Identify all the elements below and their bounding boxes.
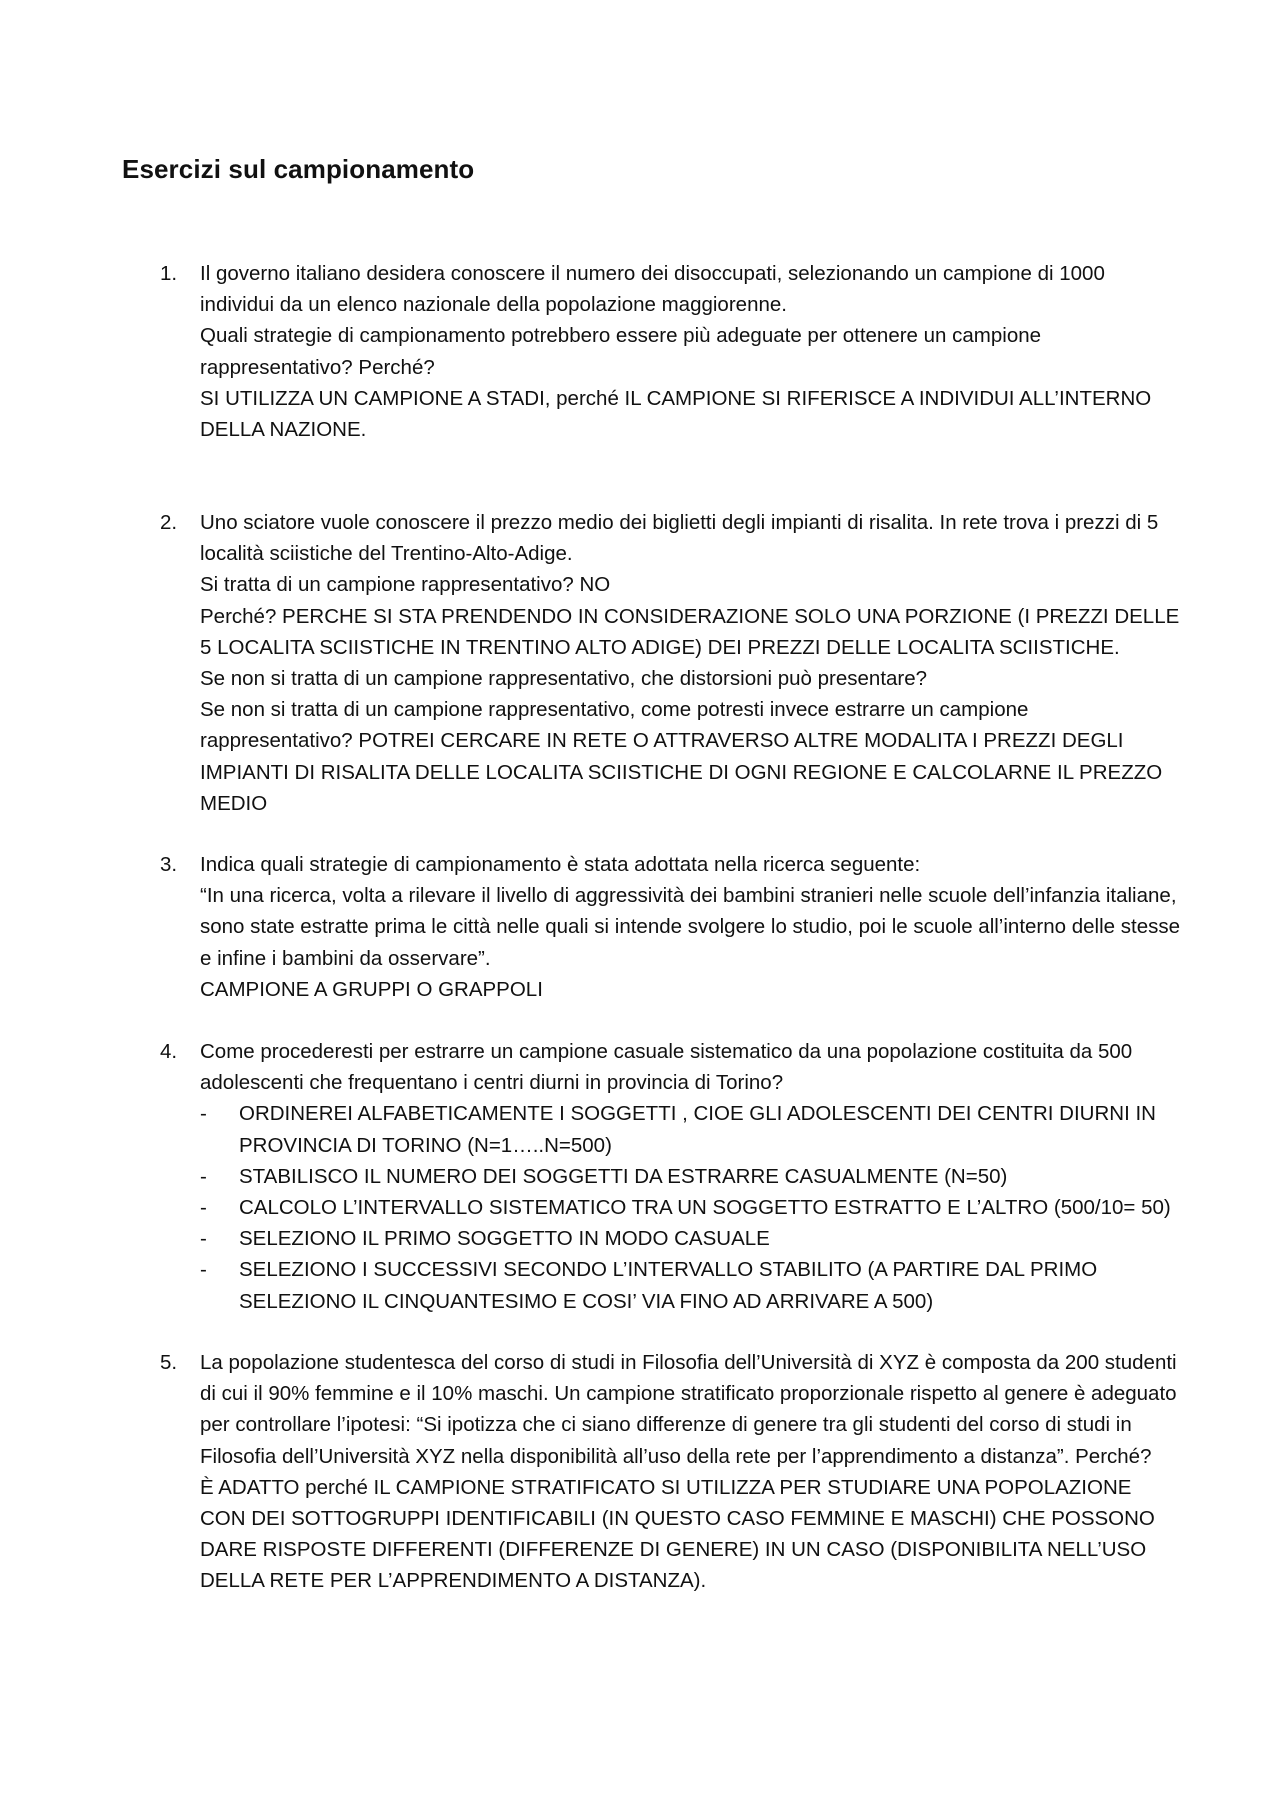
quote-text: “In una ricerca, volta a rilevare il livello di aggressività dei bambini stranieri nelle scuole dell’infanzia italiane, sono state estratte prima le città nelle quali si intende svolgere lo studio, poi le scuole all’interno delle stesse e infine i bambini da osservare”. xyxy=(200,884,1180,970)
exercise-2 xyxy=(160,507,1180,819)
question-text: La popolazione studentesca del corso di studi in Filosofia dell’Università di XYZ è composta da 200 studenti di cui il 90% femmine e il 10% maschi. Un campione stratificato proporzionale rispetto al genere è adeguato per controllare l’ipotesi: “Si ipotizza che ci siano differenze di genere tra gli studenti del corso di studi in Filosofia dell’Università XYZ nella disponibilità all’uso della rete per l’apprendimento a distanza”. Perché? xyxy=(200,1351,1177,1468)
answer-text: SI UTILIZZA UN CAMPIONE A STADI, perché IL CAMPIONE SI RIFERISCE A INDIVIDUI ALL’INTERNO DELLA NAZIONE. xyxy=(200,386,1152,442)
list-item xyxy=(200,1098,1180,1160)
question-text: Indica quali strategie di campionamento è stata adottata nella ricerca seguente: xyxy=(200,853,921,876)
list-item xyxy=(200,1161,1180,1192)
dash-bullet: - xyxy=(200,1227,207,1251)
page-title: Esercizi sul campionamento xyxy=(122,154,475,184)
exercise-body xyxy=(200,1036,1180,1317)
exercise-number: 5. xyxy=(160,1351,178,1374)
question-text: Si tratta di un campione rappresentativo? NO xyxy=(200,573,611,597)
exercise-3 xyxy=(160,849,1180,1005)
exercise-body xyxy=(200,507,1180,819)
exercise-5 xyxy=(160,1347,1180,1597)
exercise-number: 3. xyxy=(160,853,178,876)
question-text: Uno sciatore vuole conoscere il prezzo medio dei biglietti degli impianti di risalita. In rete trova i prezzi di 5 località sciistiche del Trentino-Alto-Adige. xyxy=(200,511,1159,566)
answer-text: Perché? PERCHE SI STA PRENDENDO IN CONSIDERAZIONE SOLO UNA PORZIONE (I PREZZI DELLE 5 LOCALITA SCIISTICHE IN TRENTINO ALTO ADIGE) DEI PREZZI DELLE LOCALITA SCIISTICHE. xyxy=(200,604,1180,659)
dash-bullet: - xyxy=(200,1164,207,1188)
answer-text: Se non si tratta di un campione rappresentativo, come potresti invece estrarre un campione rappresentativo? POTREI CERCARE IN RETE O ATTRAVERSO ALTRE MODALITA I PREZZI DEGLI IMPIANTI DI RISALITA DELLE LOCALITA SCIISTICHE DI OGNI REGIONE E CALCOLARNE IL PREZZO MEDIO xyxy=(200,698,1163,815)
list-item-text: SELEZIONO IL PRIMO SOGGETTO IN MODO CASUALE xyxy=(239,1227,770,1251)
exercise-number: 1. xyxy=(160,262,178,285)
list-item xyxy=(200,1223,1180,1254)
list-item-text: ORDINEREI ALFABETICAMENTE I SOGGETTI , CIOE GLI ADOLESCENTI DEI CENTRI DIURNI IN PROVINCIA DI TORINO (N=1…..N=500) xyxy=(239,1102,1156,1157)
list-item xyxy=(200,1254,1180,1316)
question-text: Quali strategie di campionamento potrebbero essere più adeguate per ottenere un campione rappresentativo? Perché? xyxy=(200,324,1042,379)
answer-text: È ADATTO perché IL CAMPIONE STRATIFICATO SI UTILIZZA PER STUDIARE UNA POPOLAZIONE CON DEI SOTTOGRUPPI IDENTIFICABILI (IN QUESTO CASO FEMMINE E MASCHI) CHE POSSONO DARE RISPOSTE DIFFERENTI (DIFFERENZE DI GENERE) IN UN CASO (DISPONIBILITA NELL’USO DELLA RETE PER L’APPRENDIMENTO A DISTANZA). xyxy=(200,1475,1155,1593)
exercise-number: 2. xyxy=(160,511,178,534)
exercise-body xyxy=(200,1347,1180,1597)
dash-bullet: - xyxy=(200,1258,207,1282)
exercise-body xyxy=(200,258,1180,445)
exercise-body xyxy=(200,849,1180,1005)
list-item-text: SELEZIONO I SUCCESSIVI SECONDO L’INTERVALLO STABILITO (A PARTIRE DAL PRIMO SELEZIONO IL CINQUANTESIMO E COSI’ VIA FINO AD ARRIVARE A 500) xyxy=(239,1258,1098,1313)
dash-bullet: - xyxy=(200,1102,207,1126)
answer-steps-list xyxy=(200,1098,1180,1316)
exercise-4 xyxy=(160,1036,1180,1317)
dash-bullet: - xyxy=(200,1196,207,1220)
list-item-text: STABILISCO IL NUMERO DEI SOGGETTI DA ESTRARRE CASUALMENTE (N=50) xyxy=(239,1164,1008,1188)
question-text: Come procederesti per estrarre un campione casuale sistematico da una popolazione costituita da 500 adolescenti che frequentano i centri diurni in provincia di Torino? xyxy=(200,1040,1133,1095)
question-text: Se non si tratta di un campione rappresentativo, che distorsioni può presentare? xyxy=(200,667,928,691)
exercise-1 xyxy=(160,258,1180,445)
answer-text: CAMPIONE A GRUPPI O GRAPPOLI xyxy=(200,977,543,1001)
question-text: Il governo italiano desidera conoscere il numero dei disoccupati, selezionando un campione di 1000 individui da un elenco nazionale della popolazione maggiorenne. xyxy=(200,262,1105,317)
list-item-text: CALCOLO L’INTERVALLO SISTEMATICO TRA UN SOGGETTO ESTRATTO E L’ALTRO (500/10= 50) xyxy=(239,1196,1171,1220)
list-item xyxy=(200,1192,1180,1223)
exercise-number: 4. xyxy=(160,1040,178,1063)
